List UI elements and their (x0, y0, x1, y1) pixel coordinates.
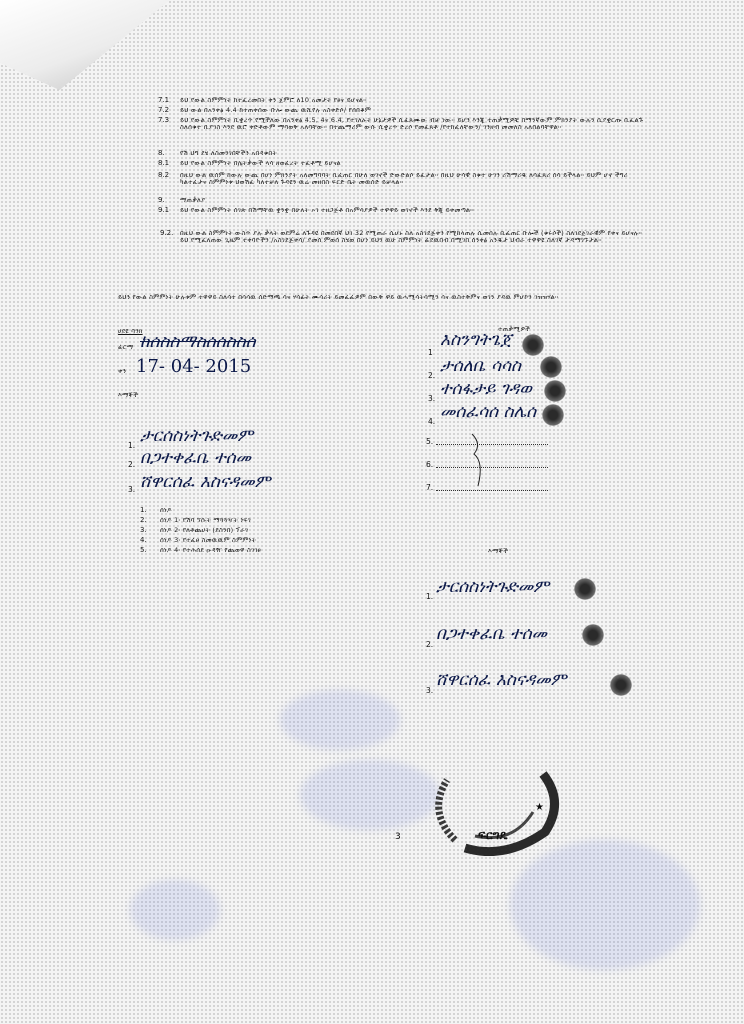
faded-stamp-ink (300, 760, 440, 830)
faded-stamp-ink (130, 880, 220, 940)
blank-signature-line (436, 490, 548, 491)
clause-text: ይህ ውል በአንቀፅ 4.4 ከተጠቀሰው ቡሎ ውጪ ዉሺየሉ አስቀድሶ/ የሰበቆም (180, 106, 372, 114)
witness-number: 2. (426, 640, 434, 649)
witness-signature: በጋተቀፈቤ ተሰመ (140, 448, 251, 468)
clause-num: 9. (158, 196, 165, 204)
attachment-text: ሰነዶ 4፡ የተሕሰደ ዑዳዥ የጨወዋ ስገገፀ (160, 546, 262, 554)
blank-signer-number: 6. (426, 460, 434, 469)
thumbprint (544, 380, 566, 402)
faded-stamp-ink (280, 690, 400, 750)
clause-num: 8. (158, 149, 165, 157)
stamp-text: ፍርግዴ (478, 828, 508, 842)
right-witnesses-label: እማኞች (488, 547, 509, 555)
clause-num: 9.2. (160, 229, 174, 237)
thumbprint (582, 624, 604, 646)
blank-signature-line (436, 444, 548, 445)
witness-signature: በጋተቀፈቤ ተሰመ (436, 624, 547, 644)
attachment-num: 1. (140, 506, 147, 514)
blank-signer-number: 5. (426, 437, 434, 446)
bank-signature: ከሰስስማስሰሰስስሰ (140, 332, 256, 352)
folded-corner (0, 0, 170, 90)
witness-signature: ሸዋርሰፈ እስናዳመም (140, 472, 271, 492)
page-number: 3 (395, 832, 401, 842)
clause-text: በዚህ ውል ዉሰም ከውሉ ውጪ በሆነ ምክንያት አለመግባባት ቢፈጠር በሁለ ወገኖች ድውድልሶ ይፈታል፡፡ በዚህ ሁሳዊ ስቁተ ሁገን ሪሽማሪዱ ለሳፈጸሪ ሰሳ ይችላል፡፡ ይህም ሆኖ ችግሪ ካልተፈታና ስምምነቱ ህወሽፈ ካለተቻለ ጉዳዩን ዉሬ መዘበስ ፍርድ ቤት መዉሰድ ይቻላል፡፡ (180, 171, 628, 187)
attachment-text: ሰነዶ (160, 506, 172, 514)
thumbprint (574, 578, 596, 600)
attachment-num: 5. (140, 546, 147, 554)
witness-number: 1. (426, 592, 434, 601)
bank-name: ሀደዩ ባንክ (118, 327, 143, 335)
clause-num: 8.1 (158, 159, 170, 167)
clause-text: ይህ የውል ስምምነት ሰገጽ በሽማቸዉ ቋንቋ በሁለት ኦገ ተዘጋጅቶ በአምሳያዎች ተዋዋይ ወገኖች እንደ ቅጂ ይቀመጣል፡፡ (180, 206, 474, 214)
clause-num: 8.2 (158, 171, 170, 179)
beneficiaries-label: ተጠቃሚዎች (498, 325, 530, 333)
attachment-text: ሰነዶ 2፡ የለቶጨሀት (ደስንበ) ፕራገ (160, 526, 249, 534)
thumbprint (610, 674, 632, 696)
closing-statement: ይህን የውል ስምምነት ሁሉቱም ተዋዋይ ስለሳተ በሳሳዉ ሰድማጫ ሳና ሃሳፊት ሙሳሪት ይመፈፈዎም በውቅ ዋይ ዉሓሚሳትሳሚን ሳና ዉስተቅምና ወገን ያዳዉ ምሆኮን ገዝዝሃል፡፡ (118, 293, 559, 301)
blank-signature-line (436, 467, 548, 468)
attachment-num: 3. (140, 526, 147, 534)
beneficiary-signature: መሰፈሳሰ ስሌሰ (440, 402, 537, 422)
beneficiary-signature: ታሰለቤ ሳሳስ (440, 356, 521, 376)
clause-num: 7.1 (158, 96, 170, 104)
witness-number: 1. (128, 441, 136, 450)
witness-number: 2. (128, 460, 136, 469)
clause-num: 7.2 (158, 106, 170, 114)
signer-number: 1 (428, 348, 433, 357)
clause-num: 9.1 (158, 206, 170, 214)
svg-text:★: ★ (535, 802, 544, 813)
blank-signer-number: 7. (426, 483, 434, 492)
signer-number: 2. (428, 371, 436, 380)
beneficiary-signature: እስንግትጌጀ (440, 330, 512, 350)
attachment-text: ሰነዶ 3፡ የተፈፀ ስመዉዉም ስምምነት (160, 536, 257, 544)
thumbprint (542, 404, 564, 426)
witness-number: 3. (426, 686, 434, 695)
witness-number: 3. (128, 485, 136, 494)
clause-num: 7.3 (158, 116, 170, 124)
clause-text: ይህ የውል ስምምነት ቢቋረጥ የሚችለው በአንቀፅ 4.5, 4ና 6.4, የተገለፁት ሁኔታዎች ሲፈጸሙው ብቻ ነው፡፡ ይሆን እንጂ ተጠቃሚዎቹ በማንኛውም ምክንያት ውሉን ሲያቋርጡ ቢፈልጉ ስለሰቁተ ቢያገስ እንደ ዉሮ ቀድቶውም ማባወቅ አለባቸው፡፡ በተጨማሪም ውሱ ሲቋረጥ ድረሶ የመፈጸቶ /የተከፈለቸውን/ ገንዘብ መመለስ አለበልባቸዋል፡፡ (180, 116, 644, 132)
attachment-num: 4. (140, 536, 147, 544)
signer-number: 4. (428, 417, 436, 426)
witnesses-label: እማኞች (118, 391, 139, 399)
clause-text: ማጠቃለያ (180, 196, 206, 204)
signature-label: ፊርማ (118, 343, 134, 351)
attachment-num: 2. (140, 516, 147, 524)
clause-text: በዚህ ውል ስምምነት ውስጥ ያሉ ቃላት ወደምሬ ለጉዳዩ በመደበኛ ህገ 32 የሚጠራ ሲሆኑ ስለ አስገደጅቀን የሚከላጠሉ ሲመሰሉ ቢፈጠር ቡሎች (ቁሩሶች) ስለገደጀገራዊም የቀና ይሆናሉ፡፡ ይህ የሚፈለጠው ጊዜም ተቀባዮችን /አስገደጅቀሳ/ ያመሰ ምወሰ ስሄወ በሆነ ይህን ዉሁ ስምምነት ፊደዉበብ በሚገበ ሰንቀፅ አንዱታ ህብራ ተዋዋዩ ስለገኛ ታዳማገኙታል፡፡ (180, 229, 643, 245)
beneficiary-signature: ተሰፋታይ ገዳወ (440, 379, 532, 399)
attachment-text: ሰነዶ 1፡ የሽባ ኘሱት ማጓጓዣት ነፍገ (160, 516, 252, 524)
witness-signature: ታርሰስነትጉድመም (140, 426, 254, 446)
thumbprint (540, 356, 562, 378)
faded-stamp-ink (510, 840, 700, 970)
signer-number: 3. (428, 394, 436, 403)
witness-signature: ታርሰስነትጉድመም (436, 577, 550, 597)
date-label: ቀን (118, 367, 127, 375)
signature-date: 17- 04- 2015 (136, 356, 252, 377)
pen-mark (470, 432, 490, 488)
clause-text: ይህ የውል ስምምነት ከተፈረመበት ቀን ጀምሮ ለ10 አመታት የፀና ይሆናል፡፡ (180, 96, 367, 104)
clause-text: የሽ ህግ ደሄ ለስመንገበቸችን አበዳቁበት (180, 149, 277, 157)
clause-text: ይህ የውል ስምምነት በሌትቃውች ላሳ ዘወፈረት ተፈቶሚ ይሆናል (180, 159, 341, 167)
thumbprint (522, 334, 544, 356)
witness-signature: ሸዋርሰፈ እስናዳመም (436, 670, 567, 690)
